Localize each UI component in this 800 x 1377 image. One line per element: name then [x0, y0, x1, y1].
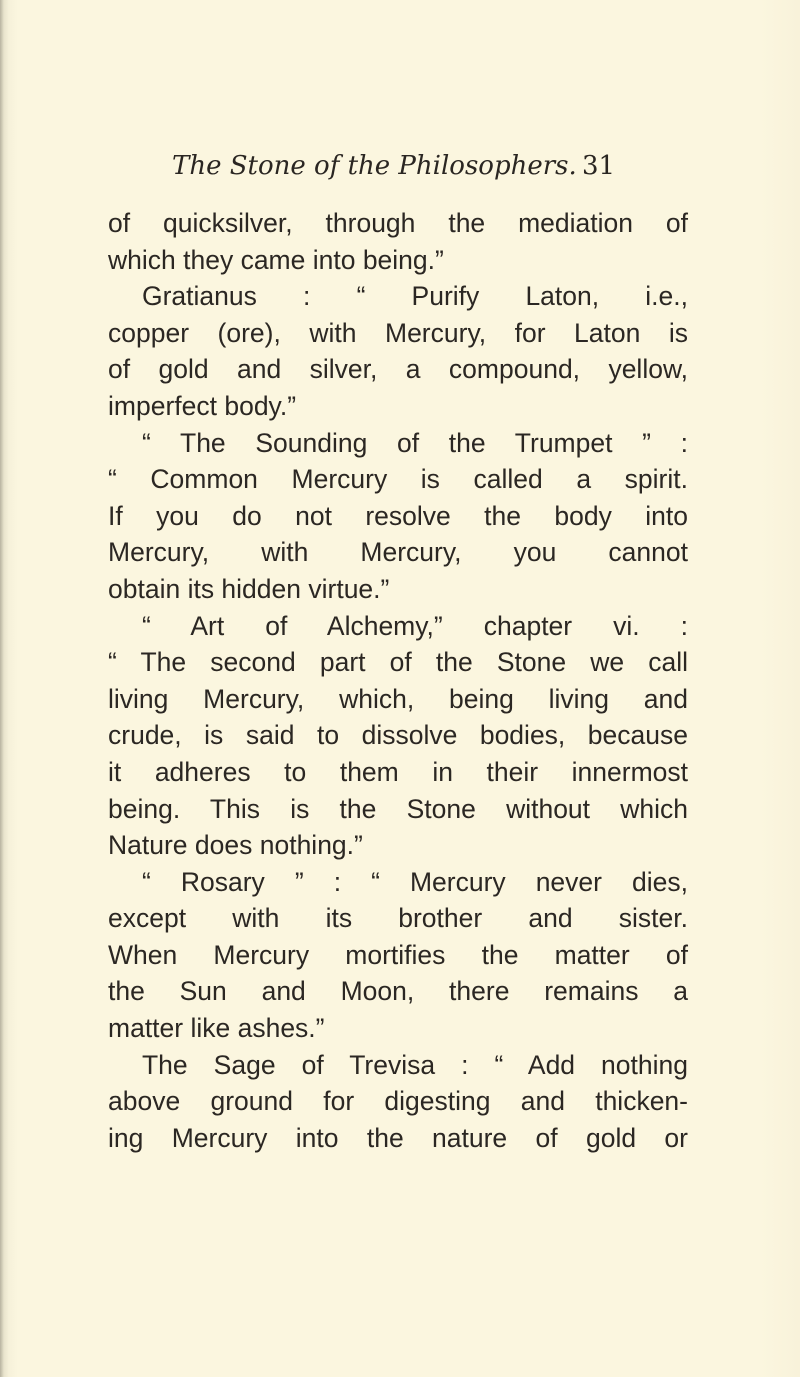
page-number: 31: [582, 151, 616, 181]
text-line: The Sage of Trevisa : “ Add nothing: [142, 1049, 688, 1080]
text-line: except with its brother and sister.: [108, 903, 688, 934]
text-line: Mercury, with Mercury, you cannot: [108, 537, 688, 568]
text-line: matter like ashes.”: [108, 1013, 325, 1044]
text-line: being. This is the Stone without which: [108, 793, 688, 824]
text-line: imperfect body.”: [108, 390, 297, 421]
text-line: “ Common Mercury is called a spirit.: [108, 464, 688, 495]
text-line: “ Art of Alchemy,” chapter vi. :: [142, 610, 688, 641]
text-line: of gold and silver, a compound, yellow,: [108, 354, 688, 385]
text-line: of quicksilver, through the mediation of: [108, 208, 688, 238]
body-text: [108, 205, 688, 1156]
text-line: “ The second part of the Stone we call: [108, 647, 688, 678]
text-line: it adheres to them in their innermost: [108, 756, 688, 787]
text-line: above ground for digesting and thicken-: [108, 1086, 688, 1117]
text-line: crude, is said to dissolve bodies, because: [108, 720, 688, 751]
text-line: obtain its hidden virtue.”: [108, 573, 390, 604]
text-line: Gratianus : “ Purify Laton, i.e.,: [142, 281, 688, 312]
text-line: the Sun and Moon, there remains a: [108, 976, 688, 1007]
text-line: Nature does nothing.”: [108, 830, 363, 861]
text-line: which they came into being.”: [108, 244, 444, 275]
text-line: When Mercury mortifies the matter of: [108, 939, 688, 970]
running-title: The Stone of the Philosophers.: [172, 151, 577, 181]
text-line: copper (ore), with Mercury, for Laton is: [108, 317, 688, 348]
text-line: ing Mercury into the nature of gold or: [108, 1122, 688, 1153]
text-line: living Mercury, which, being living and: [108, 683, 688, 714]
text-line: If you do not resolve the body into: [108, 500, 688, 531]
text-line: “ Rosary ” : “ Mercury never dies,: [142, 866, 688, 897]
text-line: “ The Sounding of the Trumpet ” :: [142, 427, 688, 458]
